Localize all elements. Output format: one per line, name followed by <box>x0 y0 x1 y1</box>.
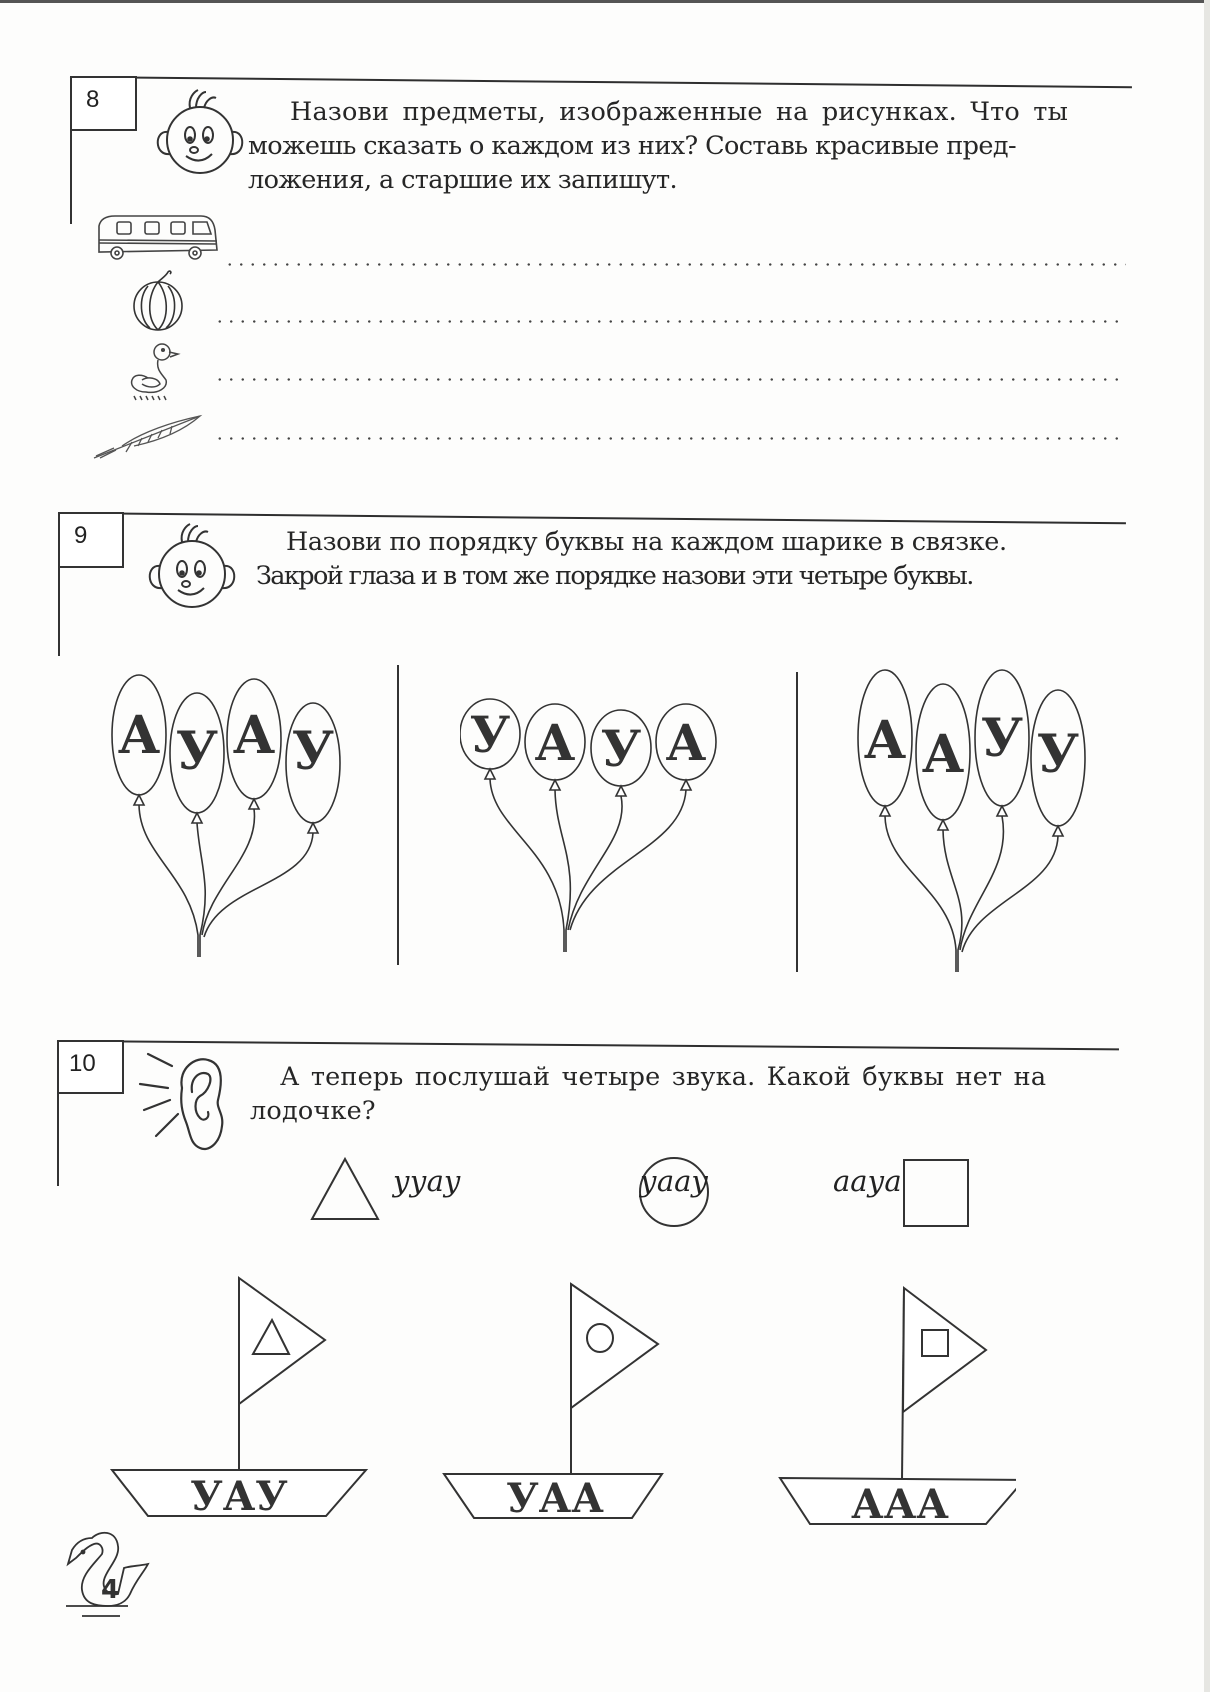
feather-icon <box>92 412 204 462</box>
boat-letters: ААА <box>851 1481 949 1528</box>
bunch-divider-2 <box>796 672 798 972</box>
boat-2 <box>440 1276 680 1530</box>
sound-key-circle: уаау <box>640 1164 709 1198</box>
boat-letters: УАУ <box>190 1473 288 1520</box>
sound-key-square: аауа <box>833 1164 902 1198</box>
balloon-letter: А <box>863 710 907 771</box>
balloon-bunch-1 <box>100 665 360 965</box>
task-9-number: 9 <box>58 512 124 568</box>
boat-1 <box>108 1272 378 1526</box>
boy-face-icon <box>142 518 242 614</box>
balloon-letter: А <box>665 713 707 772</box>
boy-face-icon <box>150 84 250 180</box>
task-8-instruction: Назови предметы, изображенные на рисунках. Что ты можешь сказать о каждом из них? Составь красивые пред- ложения, а старшие их запишут. <box>248 97 1069 195</box>
balloon-bunch-3 <box>852 660 1122 980</box>
boat-3 <box>776 1280 1016 1534</box>
balloon-letter: У <box>291 721 335 782</box>
task-10-number: 10 <box>57 1040 124 1094</box>
task-8-number: 8 <box>70 76 137 131</box>
balloon-letter: У <box>1036 724 1080 785</box>
answer-line-3[interactable] <box>214 378 1126 381</box>
sound-key-triangle: ууау <box>393 1164 461 1198</box>
task-9-instruction: Назови по порядку буквы на каждом шарике в связке. Закрой глаза и в том же порядке назови эти четыре буквы. <box>256 527 1007 591</box>
triangle-shape-icon <box>308 1155 382 1223</box>
answer-line-2[interactable] <box>214 320 1126 323</box>
balloon-letter: У <box>600 719 642 778</box>
balloon-letter: У <box>175 721 219 782</box>
answer-line-4[interactable] <box>214 437 1126 440</box>
balloon-bunch-2 <box>460 690 720 970</box>
duck-icon <box>128 340 188 402</box>
ear-icon <box>138 1048 248 1158</box>
task-10-instruction: А теперь послушай четыре звука. Какой буквы нет на лодочке? <box>250 1062 1047 1126</box>
boat-letters: УАА <box>506 1475 604 1522</box>
balloon-letter: А <box>232 705 276 766</box>
balloon-letter: А <box>117 705 161 766</box>
bus-icon <box>95 212 223 262</box>
swan-page-number-icon <box>58 1524 158 1624</box>
balloon-letter: А <box>921 724 965 785</box>
page-number: 4 <box>100 1575 120 1605</box>
square-shape-icon <box>902 1158 972 1228</box>
scan-right-edge <box>1204 0 1210 1692</box>
scan-top-edge <box>0 0 1210 3</box>
answer-line-1[interactable] <box>224 263 1126 266</box>
watermelon-icon <box>128 268 192 332</box>
bunch-divider-1 <box>397 665 399 965</box>
balloon-letter: У <box>980 708 1024 769</box>
balloon-letter: А <box>534 713 576 772</box>
balloon-letter: У <box>469 705 511 764</box>
